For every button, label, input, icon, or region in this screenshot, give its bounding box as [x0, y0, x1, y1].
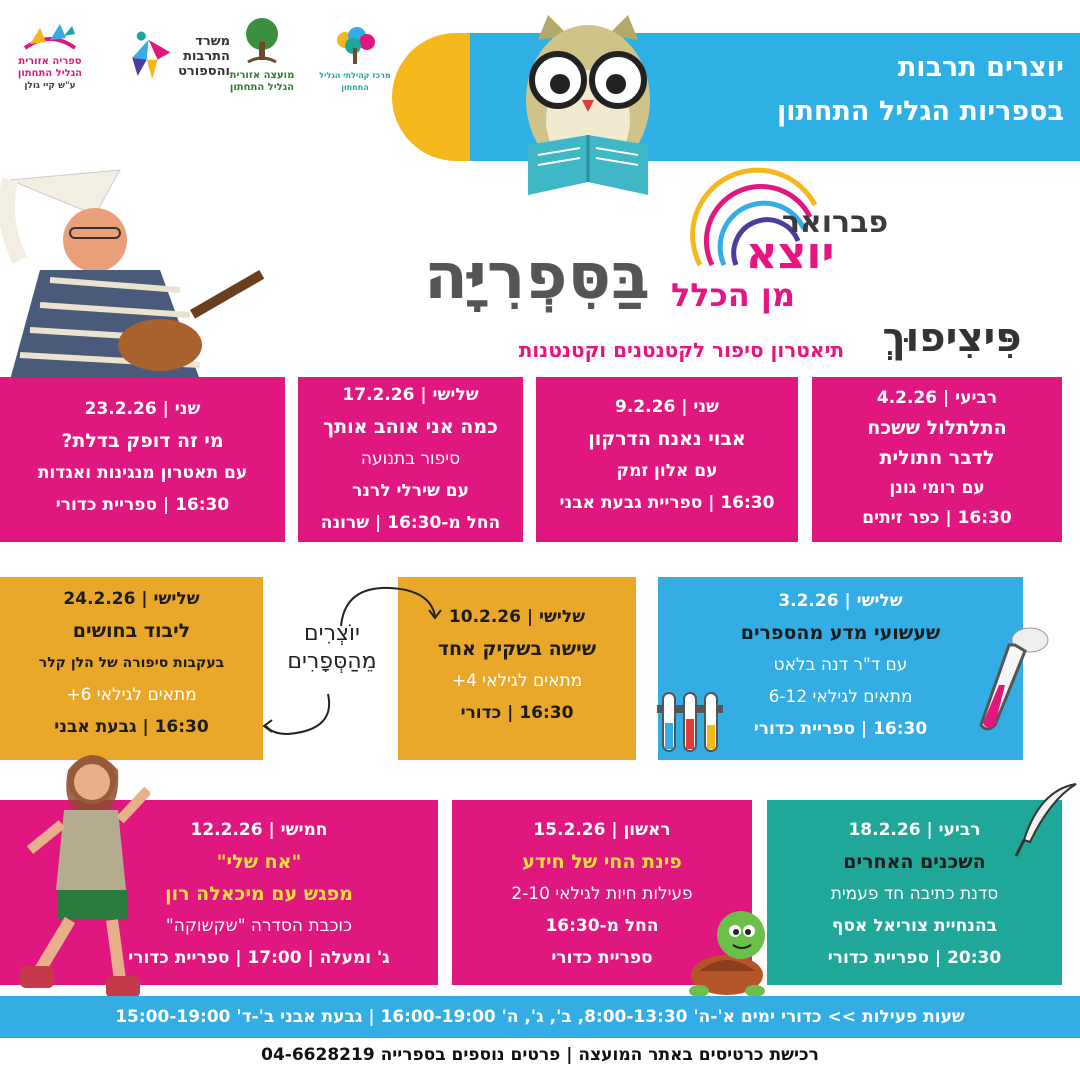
event-title: ליבוד בחושים	[72, 620, 191, 642]
event-date: ראשון | 15.2.26	[533, 820, 671, 840]
header-title	[704, 46, 1064, 134]
event-month: פברואר	[781, 205, 889, 240]
event-date: שלישי | 24.2.26	[63, 589, 200, 609]
logo-text-line2: הגליל התחתון	[17, 68, 83, 79]
event-card	[536, 377, 798, 542]
event-title: שעשועי מדע מהספרים	[740, 622, 941, 644]
event-time: החל מ-16:30	[545, 916, 659, 936]
event-date: שלישי | 3.2.26	[778, 591, 903, 611]
flask-icon	[975, 625, 1055, 735]
event-host: בהנחיית צוריאל אסף	[831, 916, 998, 936]
event-age: מתאים לגילאי 6+	[66, 685, 197, 705]
event-host: עם רומי גונן	[889, 478, 985, 498]
event-title: מי זה דופק בדלת?	[61, 430, 224, 452]
test-tubes-icon	[655, 685, 725, 755]
event-time-place: ג' ומעלה | 17:00 | ספריית כדורי	[128, 948, 390, 968]
event-host: עם ד"ר דנה בלאט	[773, 655, 908, 675]
event-time-place: 16:30 | גבעת אבני	[54, 717, 209, 737]
logo-regional-council	[222, 16, 302, 94]
event-title-yotze: יוצא	[745, 228, 835, 279]
turtle-icon	[685, 905, 775, 1000]
logo-regional-library	[10, 20, 90, 92]
storyteller-performer-image	[0, 140, 280, 380]
logo-text-line3: ע"ש קיי גולן	[24, 81, 76, 91]
event-title-min-hakelal: מן הכלל	[670, 276, 796, 314]
curved-arrow-bottom-icon	[258, 690, 338, 740]
event-date: שלישי | 10.2.26	[448, 607, 586, 627]
event-title: מפגש עם מיכאלה רון	[165, 883, 353, 905]
event-title: אבוי נאנח הדרקון	[588, 428, 746, 450]
logo-text-line1: משרד	[195, 33, 230, 49]
event-host: עם אלון זמק	[616, 461, 718, 481]
event-title: השכנים האחרים	[843, 851, 986, 873]
event-date: שני | 9.2.26	[615, 397, 719, 417]
event-subtitle: סדנת כתיבה חד פעמית	[830, 884, 999, 904]
event-subtitle: כוכבת הסדרה "שקשוקה"	[165, 916, 353, 936]
event-card	[0, 377, 285, 542]
event-time-place: 20:30 | ספריית כדורי	[827, 948, 1002, 968]
event-series-name: פִּיצִיפוּךְ	[882, 315, 1022, 361]
event-age: מתאים לגילאי 6-12	[768, 687, 913, 707]
header-title-line1: יוצרים תרבות	[897, 52, 1064, 83]
yotzrim-line2: מֵהַסְּפָרִים	[287, 649, 377, 674]
logo-community-center	[310, 26, 400, 94]
event-title-basifriya: בַּסִּפְרִיָּה	[424, 240, 650, 314]
event-date: שני | 23.2.26	[84, 399, 201, 419]
event-title: כמה אני אוהב אותך	[323, 416, 498, 438]
event-time-place: 16:30 | ספריית כדורי	[55, 495, 230, 515]
event-subtitle: סיפור בתנועה	[360, 449, 461, 469]
event-date: רביעי | 4.2.26	[876, 388, 998, 408]
book-logo-icon	[20, 20, 80, 52]
owl-reading-icon	[508, 10, 668, 200]
event-time-place: 16:30 | ספריית גבעת אבני	[559, 493, 775, 513]
curved-arrow-top-icon	[335, 580, 445, 630]
event-host: עם שירלי לרנר	[352, 481, 469, 501]
header-title-line2: בספריות הגליל התחתון	[776, 96, 1064, 127]
event-title: שישה בשקיק אחד	[437, 638, 597, 660]
event-host: עם תאטרון מנגינות ואגדות	[37, 463, 248, 483]
logo-text-line2: הגליל התחתון	[229, 82, 295, 93]
event-place: ספריית כדורי	[551, 948, 653, 968]
jumping-girl-image	[0, 740, 150, 1000]
yotzrim-line1: יוֹצְרִים	[304, 621, 360, 646]
event-subtitle: תיאטרון סיפור לקטנטנים וקטנטנות	[518, 338, 844, 362]
logo-text-line1: מרכז קהילתי הגליל התחתון	[319, 71, 391, 92]
event-card	[0, 577, 263, 760]
logo-culture-ministry	[125, 28, 230, 84]
contact-line: רכישת כרטיסים באתר המועצה | פרטים נוספים בספרייה 04-6628219	[261, 1045, 819, 1065]
colorful-tree-icon	[329, 26, 381, 66]
event-date: שלישי | 17.2.26	[342, 385, 479, 405]
logo-text-line1: מועצה אזורית	[229, 70, 295, 81]
logo-text-line2: התרבות	[183, 48, 230, 64]
logo-text-line3: והספורט	[178, 63, 230, 79]
event-title: לדבר חתולית	[879, 447, 995, 469]
event-age: מתאים לגילאי 4+	[451, 671, 583, 691]
event-time-place: 16:30 | ספריית כדורי	[753, 719, 928, 739]
opening-hours-bar: שעות פעילות >> כדורי ימים א'-ה' 8:00-13:30, ב', ג', ה' 16:00-19:00 | גבעת אבני ב'-ד' 15:00-19:00	[0, 996, 1080, 1038]
quill-pen-icon	[1010, 780, 1080, 860]
event-date: חמישי | 12.2.26	[190, 820, 328, 840]
event-time-place: 16:30 | כדורי	[460, 703, 574, 723]
event-date: רביעי | 18.2.26	[848, 820, 981, 840]
event-subtitle: בעקבות סיפורה של הלן קלר	[38, 655, 225, 671]
event-subtitle: פעילות חיות לגילאי 2-10	[511, 884, 693, 904]
event-card	[298, 377, 523, 542]
event-card	[812, 377, 1062, 542]
event-title: פינת החי של חידע	[522, 851, 682, 873]
event-time-place: 16:30 | כפר זיתים	[862, 508, 1012, 528]
logo-text-line1: ספריה אזורית	[18, 56, 82, 67]
star-logo-icon	[125, 28, 172, 84]
event-title: "אח שלי"	[216, 851, 302, 873]
event-time-place: החל מ-16:30 | שרונה	[320, 513, 501, 533]
event-title: התלתלול ששכח	[867, 417, 1007, 439]
tree-logo-icon	[238, 16, 286, 66]
